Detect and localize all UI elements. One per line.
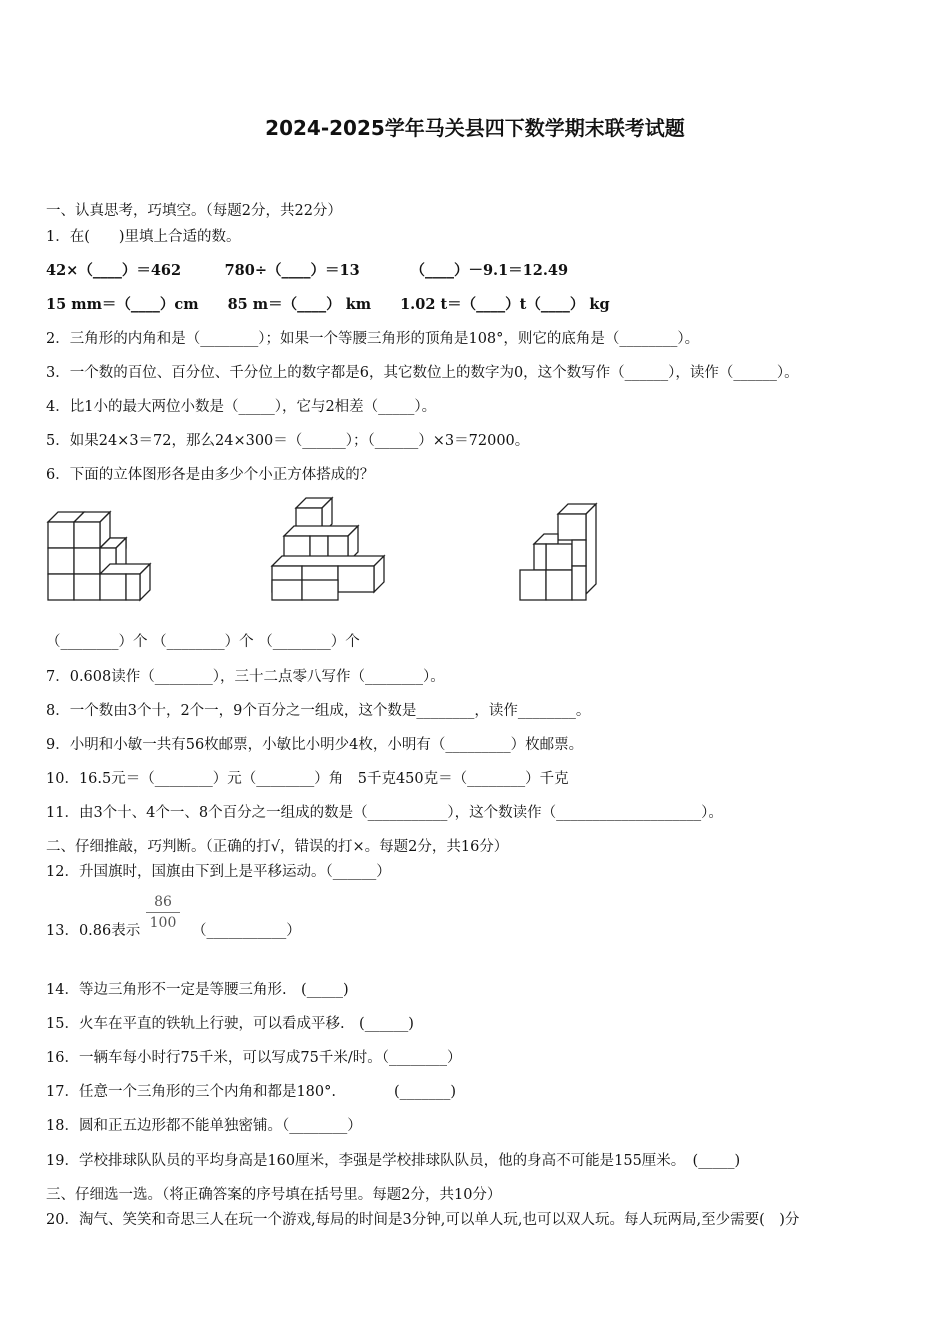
question-4: 4．比1小的最大两位小数是（_____），它与2相差（_____）。 xyxy=(46,399,437,415)
question-1-part-a: 42×（____）＝462 780÷（____）＝13 （____）－9.1＝12.49 xyxy=(46,262,569,279)
question-17: 17．任意一个三角形的三个内角和都是180°. (_______) xyxy=(46,1084,457,1100)
question-13-prefix: 13．0.86表示 xyxy=(46,923,141,939)
fraction-numerator: 86 xyxy=(146,894,180,913)
question-9: 9．小明和小敏一共有56枚邮票，小敏比小明少4枚，小明有（_________）枚邮票。 xyxy=(46,737,584,753)
question-20: 20．淘气、笑笑和奇思三人在玩一个游戏,每局的时间是3分钟,可以单人玩,也可以双人玩。每人玩两局,至少需要( )分 xyxy=(46,1212,800,1228)
question-8: 8．一个数由3个十，2个一，9个百分之一组成，这个数是________，读作________。 xyxy=(46,703,591,719)
question-11: 11．由3个十、4个一、8个百分之一组成的数是（___________），这个数读作（____________________）。 xyxy=(46,805,723,821)
cube-figure-1 xyxy=(44,500,156,612)
question-6: 6．下面的立体图形各是由多少个小正方体搭成的？ xyxy=(46,467,375,483)
question-6-answers: （________）个 （________）个 （________）个 xyxy=(46,634,360,650)
question-16: 16．一辆车每小时行75千米，可以写成75千米/时。（________） xyxy=(46,1050,462,1066)
question-7: 7．0.608读作（________），三十二点零八写作（________）。 xyxy=(46,669,445,685)
section-1-heading: 一、认真思考，巧填空。（每题2分，共22分） xyxy=(46,203,342,219)
question-3: 3．一个数的百位、百分位、千分位上的数字都是6，其它数位上的数字为0，这个数写作（______），读作（______）。 xyxy=(46,365,799,381)
question-10: 10．16.5元＝（________）元（________）角 5千克450克＝（________）千克 xyxy=(46,771,569,787)
fraction-86-over-100 xyxy=(146,894,180,931)
question-15: 15．火车在平直的铁轨上行驶，可以看成平移. (______) xyxy=(46,1016,414,1032)
section-2-heading: 二、仔细推敲，巧判断。（正确的打√，错误的打×。每题2分，共16分） xyxy=(46,839,509,855)
cube-figure-3 xyxy=(516,500,604,612)
question-1-part-b: 15 mm＝（____）cm 85 m＝（____） km 1.02 t＝（____）t（____） kg xyxy=(46,296,610,313)
question-1: 1．在( )里填上合适的数。 xyxy=(46,229,241,245)
question-14: 14．等边三角形不一定是等腰三角形. (_____) xyxy=(46,982,349,998)
section-3-heading: 三、仔细选一选。（将正确答案的序号填在括号里。每题2分，共10分） xyxy=(46,1187,502,1203)
question-5: 5．如果24×3＝72，那么24×300＝（______）；（______）×3＝72000。 xyxy=(46,433,530,449)
question-18: 18．圆和正五边形都不能单独密铺。（________） xyxy=(46,1118,362,1134)
page-title: 2024-2025学年马关县四下数学期末联考试题 xyxy=(265,116,685,140)
question-2: 2．三角形的内角和是（________）；如果一个等腰三角形的顶角是108°，则它的底角是（________）。 xyxy=(46,331,700,347)
question-13-suffix: （___________） xyxy=(192,923,301,939)
cube-figure-2 xyxy=(266,496,390,612)
question-12: 12．升国旗时，国旗由下到上是平移运动。（______） xyxy=(46,864,391,880)
fraction-denominator: 100 xyxy=(149,915,177,931)
question-19: 19．学校排球队队员的平均身高是160厘米，李强是学校排球队队员，他的身高不可能是155厘米。 (_____) xyxy=(46,1153,741,1169)
